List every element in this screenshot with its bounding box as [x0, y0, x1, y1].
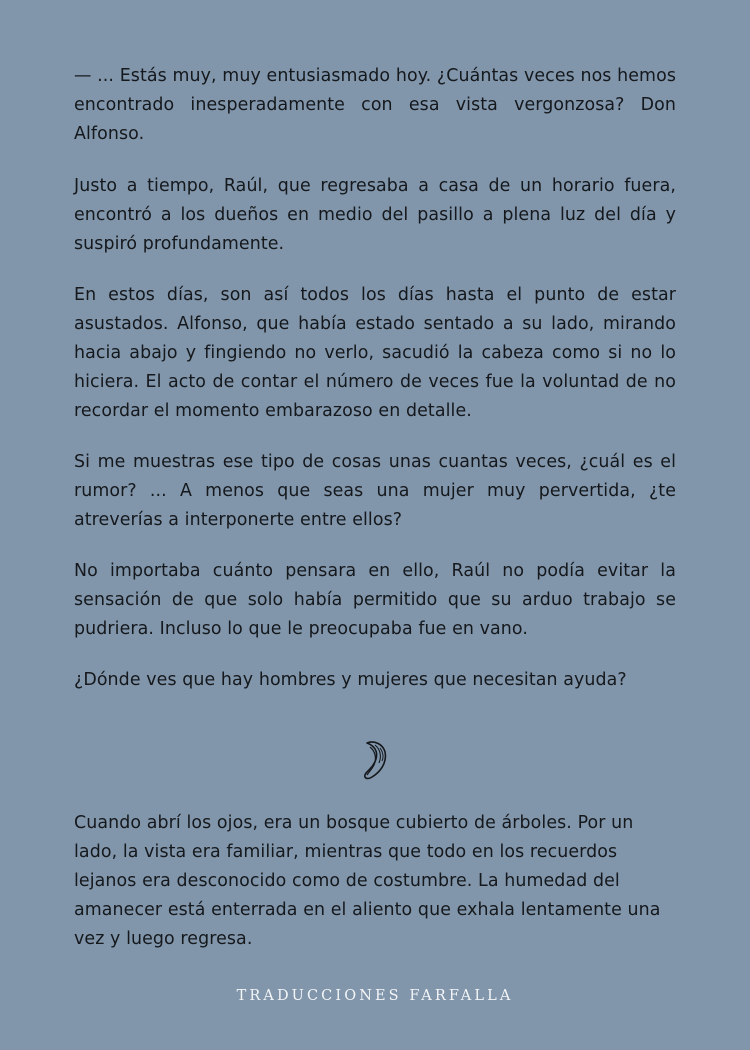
paragraph: Cuando abrí los ojos, era un bosque cubierto de árboles. Por un lado, la vista era familiar, mientras que todo en los recuerdos lejanos era desconocido como de costumbre. La humedad del amanecer está enterrada en el aliento que exhala lentamente una vez y luego regresa.	[74, 813, 661, 949]
paragraph: En estos días, son así todos los días hasta el punto de estar asustados. Alfonso, que había estado sentado a su lado, mirando hacia abajo y fingiendo no verlo, sacudió la cabeza como si no lo hiciera. El acto de contar el número de veces fue la voluntad de no recordar el momento embarazoso en detalle.	[74, 285, 676, 421]
text-block-upper	[74, 62, 676, 695]
paragraph: ¿Dónde ves que hay hombres y mujeres que necesitan ayuda?	[74, 670, 627, 690]
section-divider	[74, 723, 676, 797]
paragraph: Si me muestras ese tipo de cosas unas cuantas veces, ¿cuál es el rumor? ... A menos que seas una mujer muy pervertida, ¿te atreverías a interponerte entre ellos?	[74, 452, 676, 530]
text-block-lower	[74, 809, 676, 954]
paragraph: — ... Estás muy, muy entusiasmado hoy. ¿Cuántas veces nos hemos encontrado inesperadamente con esa vista vergonzosa? Don Alfonso.	[74, 66, 676, 144]
paragraph: No importaba cuánto pensara en ello, Raúl no podía evitar la sensación de que solo había permitido que su arduo trabajo se pudriera. Incluso lo que le preocupaba fue en vano.	[74, 561, 676, 639]
shell-ornament-icon	[358, 739, 392, 781]
paragraph: Justo a tiempo, Raúl, que regresaba a casa de un horario fuera, encontró a los dueños en medio del pasillo a plena luz del día y suspiró profundamente.	[74, 176, 676, 254]
colophon-credit: TRADUCCIONES FARFALLA	[236, 988, 514, 1004]
